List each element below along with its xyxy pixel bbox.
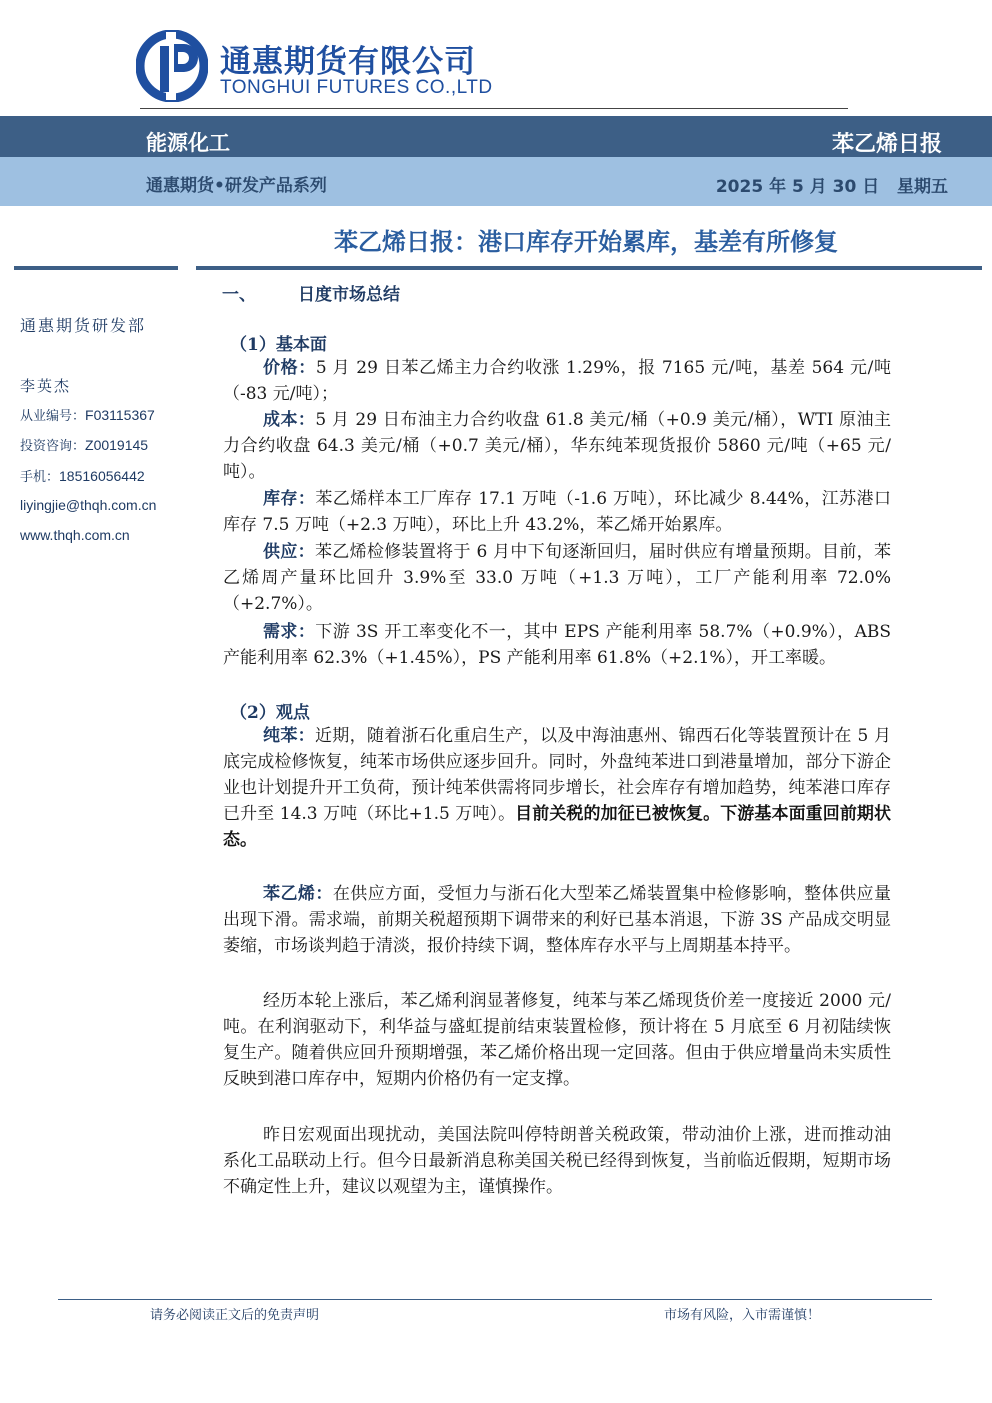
benzene-text: 近期，随着浙石化重启生产，以及中海油惠州、锦西石化等装置预计在 5 月底完成检修恢复，纯苯市场供应逐步回升。同时，外盘纯苯进口到港量增加，部分下游企业也计划提升开工负荷，预计纯苯供需将同步增长，社会库存有增加趋势，纯苯港口库存已升至 14.3 万吨（环比+1.5 万吨）。	[223, 726, 892, 824]
cost-text: 5 月 29 日布油主力合约收盘 61.8 美元/桶（+0.9 美元/桶），WTI 原油主力合约收盘 64.3 美元/桶（+0.7 美元/桶），华东纯苯现货报价 5860 元/吨（+65 元/吨）。	[223, 410, 891, 482]
sidebar-department: 通惠期货研发部	[20, 316, 147, 335]
benzene-label: 纯苯：	[263, 726, 315, 746]
demand-text: 下游 3S 开工率变化不一，其中 EPS 产能利用率 58.7%（+0.9%），ABS 产能利用率 62.3%（+1.45%），PS 产能利用率 61.8%（+2.1%），开工率暖。	[223, 622, 892, 668]
supply-label: 供应：	[263, 542, 315, 562]
website-link[interactable]: www.thqh.com.cn	[20, 527, 130, 543]
report-name: 苯乙烯日报	[831, 132, 942, 157]
cost-paragraph	[223, 407, 891, 485]
company-name-cn: 通惠期货有限公司	[220, 44, 476, 80]
macro-paragraph: 昨日宏观面出现扰动，美国法院叫停特朗普关税政策，带动油价上涨，进而推动油系化工品联动上行。但今日最新消息称美国关税已经得到恢复，当前临近假期，短期市场不确定性上升，建议以观望为主，谨慎操作。	[223, 1125, 891, 1197]
footer-divider	[58, 1299, 932, 1300]
inventory-label: 库存：	[263, 489, 316, 509]
section-title: 日度市场总结	[298, 285, 400, 305]
price-paragraph	[223, 355, 891, 407]
consult-label: 投资咨询：	[20, 439, 86, 454]
inventory-paragraph	[223, 486, 891, 538]
demand-paragraph	[223, 619, 891, 671]
benzene-emphasis: 目前关税的加征已被恢复。下游基本面重回前期状态。	[223, 804, 892, 850]
cert-number	[20, 405, 155, 424]
benzene-paragraph	[223, 723, 891, 853]
styrene-text: 在供应方面，受恒力与浙石化大型苯乙烯装置集中检修影响，整体供应量出现下滑。需求端，前期关税超预期下调带来的利好已基本消退，下游 3S 产品成交明显萎缩，市场谈判趋于清淡，报价持续下调，整体库存水平与上周期基本持平。	[223, 884, 892, 956]
report-date: 2025 年 5 月 30 日 星期五	[715, 177, 948, 197]
price-text: 5 月 29 日苯乙烯主力合约收涨 1.29%，报 7165 元/吨，基差 564 元/吨（-83 元/吨）；	[223, 358, 892, 404]
views-heading: （2）观点	[230, 703, 310, 723]
profit-paragraph: 经历本轮上涨后，苯乙烯利润显著修复，纯苯与苯乙烯现货价差一度接近 2000 元/吨。在利润驱动下，利华益与盛虹提前结束装置检修，预计将在 5 月底至 6 月初陆续恢复生产。随着供应回升预期增强，苯乙烯价格出现一定回落。但由于供应增量尚未实质性反映到港口库存中，短期内价格仍有一定支撑。	[223, 991, 891, 1089]
report-title: 苯乙烯日报：港口库存开始累库，基差有所修复	[334, 228, 838, 256]
tonghui-logo-icon	[136, 30, 208, 102]
phone-value: 18516056442	[59, 468, 145, 484]
title-rule-left	[14, 266, 178, 270]
inventory-text: 苯乙烯样本工厂库存 17.1 万吨（-1.6 万吨），环比减少 8.44%，江苏港口库存 7.5 万吨（+2.3 万吨），环比上升 43.2%，苯乙烯开始累库。	[223, 489, 891, 535]
consult-value: Z0019145	[85, 437, 149, 453]
footer-risk-warning: 市场有风险，入市需谨慎！	[663, 1308, 820, 1323]
styrene-paragraph	[223, 881, 891, 959]
cert-value: F03115367	[85, 407, 155, 423]
company-logo	[136, 30, 493, 102]
title-rule-right	[196, 266, 982, 270]
email-link[interactable]: liyingjie@thqh.com.cn	[20, 497, 157, 513]
fundamentals-heading: （1）基本面	[230, 335, 327, 355]
demand-label: 需求：	[263, 622, 316, 642]
supply-text: 苯乙烯检修装置将于 6 月中下旬逐渐回归，届时供应有增量预期。目前，苯乙烯周产量环比回升 3.9%至 33.0 万吨（+1.3 万吨），工厂产能利用率 72.0%（+2.7%）。	[223, 542, 892, 614]
report-category: 能源化工	[146, 131, 230, 155]
section-heading	[222, 280, 400, 305]
section-number: 一、	[222, 285, 256, 305]
supply-paragraph	[223, 539, 891, 617]
phone-label: 手机：	[20, 470, 60, 485]
consult-number	[20, 435, 148, 454]
product-series: 通惠期货•研发产品系列	[146, 176, 327, 196]
cost-label: 成本：	[263, 410, 316, 430]
price-label: 价格：	[263, 358, 316, 378]
footer-disclaimer: 请务必阅读正文后的免责声明	[150, 1308, 320, 1323]
styrene-label: 苯乙烯：	[263, 884, 333, 904]
cert-label: 从业编号：	[20, 409, 86, 424]
company-name-en: TONGHUI FUTURES CO.,LTD	[220, 77, 493, 98]
analyst-name: 李英杰	[20, 377, 72, 395]
header-divider	[140, 108, 848, 109]
phone-number	[20, 466, 145, 485]
